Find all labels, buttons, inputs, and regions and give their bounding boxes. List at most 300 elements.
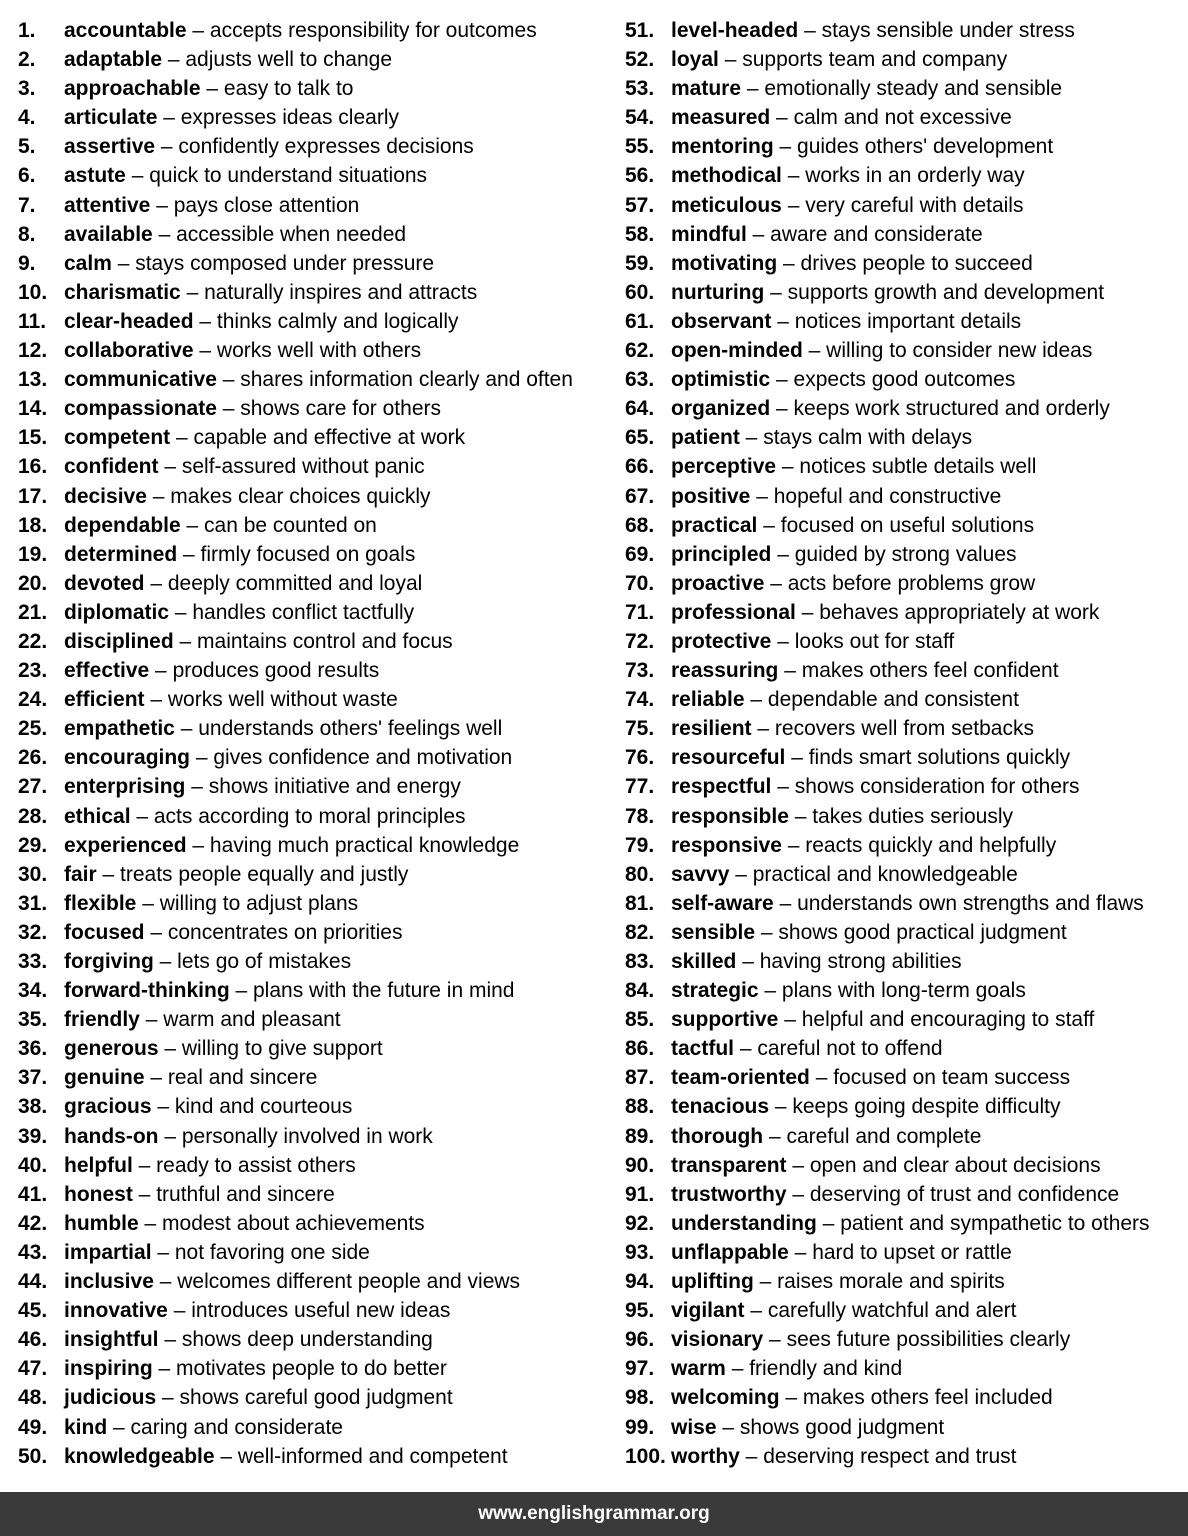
item-entry xyxy=(671,1296,1188,1325)
item-entry xyxy=(671,74,1188,103)
list-item xyxy=(18,103,618,132)
item-word: loyal xyxy=(671,48,719,72)
item-number: 30. xyxy=(18,862,48,886)
item-word: clear-headed xyxy=(64,309,194,333)
item-entry xyxy=(64,1092,618,1121)
list-item xyxy=(625,1209,1188,1238)
item-entry xyxy=(64,16,618,45)
item-entry xyxy=(64,220,618,249)
item-entry xyxy=(671,627,1188,656)
list-item xyxy=(18,482,618,511)
item-entry xyxy=(64,1180,618,1209)
item-definition: – truthful and sincere xyxy=(132,1182,335,1206)
item-number: 100. xyxy=(625,1444,666,1468)
item-entry xyxy=(64,1238,618,1267)
item-entry xyxy=(64,191,618,220)
item-definition: – hopeful and constructive xyxy=(750,484,1002,508)
item-number: 97. xyxy=(625,1357,655,1381)
list-item xyxy=(625,452,1188,481)
item-number: 88. xyxy=(625,1095,655,1119)
item-definition: – confidently expresses decisions xyxy=(155,135,474,159)
list-item xyxy=(18,1209,618,1238)
list-item xyxy=(18,1034,618,1063)
item-word: generous xyxy=(64,1037,159,1061)
item-entry xyxy=(671,336,1188,365)
item-definition: – guides others' development xyxy=(773,135,1054,159)
list-item xyxy=(18,540,618,569)
item-entry xyxy=(64,598,618,627)
list-item xyxy=(18,16,618,45)
item-word: adaptable xyxy=(64,48,163,72)
item-number: 57. xyxy=(625,193,655,217)
item-word: optimistic xyxy=(671,368,771,392)
list-item xyxy=(18,1325,618,1354)
word-list-column-left xyxy=(18,16,618,1471)
item-word: professional xyxy=(671,600,796,624)
item-number: 46. xyxy=(18,1328,48,1352)
item-definition: – adjusts well to change xyxy=(162,48,393,72)
item-word: visionary xyxy=(671,1328,764,1352)
item-word: fair xyxy=(64,862,97,886)
item-definition: – expects good outcomes xyxy=(770,368,1016,392)
item-number: 91. xyxy=(625,1182,655,1206)
item-word: articulate xyxy=(64,106,158,130)
item-word: kind xyxy=(64,1415,108,1439)
list-item xyxy=(18,918,618,947)
item-word: mentoring xyxy=(671,135,774,159)
item-word: wise xyxy=(671,1415,717,1439)
item-entry xyxy=(671,714,1188,743)
list-item xyxy=(18,802,618,831)
item-number: 92. xyxy=(625,1211,655,1235)
list-item xyxy=(625,743,1188,772)
list-item xyxy=(18,191,618,220)
item-number: 89. xyxy=(625,1124,655,1148)
item-word: calm xyxy=(64,251,112,275)
item-definition: – practical and knowledgeable xyxy=(729,862,1018,886)
item-entry xyxy=(671,452,1188,481)
item-definition: – raises morale and spirits xyxy=(753,1270,1005,1294)
item-word: strategic xyxy=(671,979,759,1003)
item-number: 73. xyxy=(625,659,655,683)
item-word: mindful xyxy=(671,222,747,246)
word-list-column-right xyxy=(625,16,1188,1471)
item-word: disciplined xyxy=(64,629,174,653)
item-number: 10. xyxy=(18,280,48,304)
item-word: thorough xyxy=(671,1124,764,1148)
item-definition: – acts according to moral principles xyxy=(130,804,466,828)
item-definition: – shows consideration for others xyxy=(771,775,1080,799)
list-item xyxy=(625,831,1188,860)
item-word: collaborative xyxy=(64,339,194,363)
item-entry xyxy=(64,540,618,569)
list-item xyxy=(625,220,1188,249)
item-number: 53. xyxy=(625,77,655,101)
item-word: motivating xyxy=(671,251,778,275)
list-item xyxy=(625,132,1188,161)
item-definition: – naturally inspires and attracts xyxy=(180,280,478,304)
item-definition: – hard to upset or rattle xyxy=(788,1240,1012,1264)
item-entry xyxy=(671,1354,1188,1383)
item-word: measured xyxy=(671,106,771,130)
item-definition: – understands others' feelings well xyxy=(174,717,503,741)
item-entry xyxy=(671,1442,1188,1471)
item-definition: – deeply committed and loyal xyxy=(144,571,423,595)
item-definition: – stays calm with delays xyxy=(739,426,973,450)
item-definition: – emotionally steady and sensible xyxy=(741,77,1063,101)
item-entry xyxy=(671,1005,1188,1034)
item-entry xyxy=(671,831,1188,860)
item-number: 36. xyxy=(18,1037,48,1061)
item-number: 4. xyxy=(18,106,36,130)
list-item xyxy=(625,685,1188,714)
item-definition: – willing to consider new ideas xyxy=(802,339,1093,363)
item-number: 81. xyxy=(625,891,655,915)
item-definition: – self-assured without panic xyxy=(158,455,425,479)
item-word: reliable xyxy=(671,688,745,712)
list-item xyxy=(18,307,618,336)
item-word: compassionate xyxy=(64,397,217,421)
item-definition: – caring and considerate xyxy=(107,1415,343,1439)
item-number: 54. xyxy=(625,106,655,130)
item-word: approachable xyxy=(64,77,201,101)
item-word: inclusive xyxy=(64,1270,154,1294)
item-definition: – capable and effective at work xyxy=(170,426,466,450)
item-entry xyxy=(671,976,1188,1005)
list-item xyxy=(625,569,1188,598)
item-entry xyxy=(64,1063,618,1092)
item-definition: – willing to adjust plans xyxy=(136,891,359,915)
item-word: enterprising xyxy=(64,775,186,799)
list-item xyxy=(625,918,1188,947)
item-word: self-aware xyxy=(671,891,774,915)
list-item xyxy=(18,743,618,772)
item-word: decisive xyxy=(64,484,147,508)
list-item xyxy=(625,1383,1188,1412)
item-number: 44. xyxy=(18,1270,48,1294)
list-item xyxy=(625,1092,1188,1121)
item-entry xyxy=(671,1209,1188,1238)
item-number: 2. xyxy=(18,48,36,72)
item-definition: – shows care for others xyxy=(216,397,441,421)
item-entry xyxy=(64,394,618,423)
item-number: 32. xyxy=(18,920,48,944)
item-definition: – calm and not excessive xyxy=(770,106,1012,130)
item-word: charismatic xyxy=(64,280,181,304)
item-entry xyxy=(64,1325,618,1354)
item-number: 18. xyxy=(18,513,48,537)
item-entry xyxy=(671,947,1188,976)
list-item xyxy=(18,423,618,452)
item-word: supportive xyxy=(671,1008,779,1032)
item-word: responsive xyxy=(671,833,782,857)
item-number: 95. xyxy=(625,1299,655,1323)
item-entry xyxy=(671,1413,1188,1442)
item-word: available xyxy=(64,222,153,246)
item-entry xyxy=(671,540,1188,569)
item-entry xyxy=(64,889,618,918)
item-definition: – careful not to offend xyxy=(734,1037,943,1061)
item-number: 66. xyxy=(625,455,655,479)
item-entry xyxy=(64,103,618,132)
item-entry xyxy=(671,918,1188,947)
item-definition: – having much practical knowledge xyxy=(186,833,520,857)
item-word: mature xyxy=(671,77,742,101)
item-number: 6. xyxy=(18,164,36,188)
item-word: knowledgeable xyxy=(64,1444,215,1468)
list-item xyxy=(18,1296,618,1325)
list-item xyxy=(625,714,1188,743)
item-word: transparent xyxy=(671,1153,787,1177)
item-entry xyxy=(64,1296,618,1325)
item-entry xyxy=(64,511,618,540)
item-number: 15. xyxy=(18,426,48,450)
item-entry xyxy=(671,249,1188,278)
item-number: 77. xyxy=(625,775,655,799)
item-word: innovative xyxy=(64,1299,168,1323)
item-definition: – deserving of trust and confidence xyxy=(786,1182,1120,1206)
item-definition: – takes duties seriously xyxy=(788,804,1013,828)
list-item xyxy=(18,1122,618,1151)
item-word: encouraging xyxy=(64,746,191,770)
item-definition: – keeps going despite difficulty xyxy=(769,1095,1061,1119)
item-entry xyxy=(64,1383,618,1412)
item-word: honest xyxy=(64,1182,133,1206)
item-definition: – willing to give support xyxy=(158,1037,383,1061)
list-item xyxy=(18,1151,618,1180)
item-number: 85. xyxy=(625,1008,655,1032)
item-definition: – welcomes different people and views xyxy=(153,1270,521,1294)
item-word: humble xyxy=(64,1211,139,1235)
item-number: 45. xyxy=(18,1299,48,1323)
item-entry xyxy=(64,132,618,161)
item-definition: – recovers well from setbacks xyxy=(751,717,1034,741)
item-word: tactful xyxy=(671,1037,734,1061)
item-number: 39. xyxy=(18,1124,48,1148)
item-entry xyxy=(64,772,618,801)
item-entry xyxy=(671,482,1188,511)
item-number: 28. xyxy=(18,804,48,828)
list-item xyxy=(625,511,1188,540)
item-entry xyxy=(64,74,618,103)
item-number: 87. xyxy=(625,1066,655,1090)
item-entry xyxy=(671,1180,1188,1209)
item-number: 99. xyxy=(625,1415,655,1439)
list-item xyxy=(18,45,618,74)
item-word: observant xyxy=(671,309,772,333)
list-item xyxy=(18,1383,618,1412)
item-number: 70. xyxy=(625,571,655,595)
item-number: 84. xyxy=(625,979,655,1003)
list-item xyxy=(18,1180,618,1209)
item-number: 8. xyxy=(18,222,36,246)
list-item xyxy=(625,103,1188,132)
item-definition: – shows initiative and energy xyxy=(185,775,461,799)
item-definition: – open and clear about decisions xyxy=(786,1153,1101,1177)
item-definition: – focused on useful solutions xyxy=(757,513,1035,537)
list-item xyxy=(625,598,1188,627)
item-definition: – makes others feel included xyxy=(779,1386,1053,1410)
item-word: friendly xyxy=(64,1008,140,1032)
item-number: 68. xyxy=(625,513,655,537)
item-entry xyxy=(64,831,618,860)
item-definition: – real and sincere xyxy=(144,1066,318,1090)
item-number: 58. xyxy=(625,222,655,246)
item-number: 64. xyxy=(625,397,655,421)
item-entry xyxy=(64,336,618,365)
item-number: 72. xyxy=(625,629,655,653)
list-item xyxy=(18,656,618,685)
item-definition: – accessible when needed xyxy=(152,222,407,246)
item-definition: – acts before problems grow xyxy=(764,571,1036,595)
item-entry xyxy=(671,307,1188,336)
item-definition: – works well with others xyxy=(193,339,422,363)
list-item xyxy=(18,249,618,278)
item-number: 94. xyxy=(625,1270,655,1294)
list-item xyxy=(18,1442,618,1471)
item-number: 33. xyxy=(18,950,48,973)
item-definition: – shows careful good judgment xyxy=(156,1386,453,1410)
item-entry xyxy=(64,1442,618,1471)
item-word: warm xyxy=(671,1357,726,1381)
list-item xyxy=(18,220,618,249)
item-entry xyxy=(671,103,1188,132)
item-word: experienced xyxy=(64,833,187,857)
item-number: 20. xyxy=(18,571,48,595)
list-item xyxy=(625,627,1188,656)
item-entry xyxy=(64,1267,618,1296)
item-entry xyxy=(671,16,1188,45)
list-item xyxy=(18,1092,618,1121)
list-item xyxy=(625,1034,1188,1063)
item-entry xyxy=(671,132,1188,161)
item-word: vigilant xyxy=(671,1299,745,1323)
item-word: genuine xyxy=(64,1066,145,1090)
item-word: accountable xyxy=(64,19,187,42)
item-word: forward-thinking xyxy=(64,979,230,1003)
item-number: 65. xyxy=(625,426,655,450)
item-word: judicious xyxy=(64,1386,157,1410)
item-number: 47. xyxy=(18,1357,48,1381)
item-number: 69. xyxy=(625,542,655,566)
item-definition: – stays sensible under stress xyxy=(798,19,1075,42)
item-word: methodical xyxy=(671,164,782,188)
item-number: 98. xyxy=(625,1386,655,1410)
list-item xyxy=(18,598,618,627)
item-word: practical xyxy=(671,513,758,537)
list-item xyxy=(625,1180,1188,1209)
item-definition: – sees future possibilities clearly xyxy=(763,1328,1071,1352)
item-word: focused xyxy=(64,920,145,944)
list-item xyxy=(18,452,618,481)
item-number: 16. xyxy=(18,455,48,479)
list-item xyxy=(625,45,1188,74)
item-number: 61. xyxy=(625,309,655,333)
item-entry xyxy=(64,365,618,394)
item-number: 38. xyxy=(18,1095,48,1119)
item-word: tenacious xyxy=(671,1095,770,1119)
item-number: 29. xyxy=(18,833,48,857)
item-number: 76. xyxy=(625,746,655,770)
item-entry xyxy=(671,365,1188,394)
list-item xyxy=(18,161,618,190)
item-definition: – plans with long-term goals xyxy=(758,979,1026,1003)
item-definition: – deserving respect and trust xyxy=(739,1444,1017,1468)
list-item xyxy=(625,365,1188,394)
item-entry xyxy=(671,278,1188,307)
item-number: 19. xyxy=(18,542,48,566)
list-item xyxy=(18,947,618,976)
item-definition: – shows good practical judgment xyxy=(755,920,1067,944)
item-word: forgiving xyxy=(64,950,154,973)
item-definition: – stays composed under pressure xyxy=(111,251,435,275)
item-word: principled xyxy=(671,542,772,566)
list-item xyxy=(625,947,1188,976)
list-item xyxy=(18,831,618,860)
item-definition: – makes others feel confident xyxy=(778,659,1059,683)
item-entry xyxy=(671,1238,1188,1267)
item-number: 62. xyxy=(625,339,655,363)
item-definition: – makes clear choices quickly xyxy=(146,484,431,508)
item-number: 37. xyxy=(18,1066,48,1090)
item-word: empathetic xyxy=(64,717,175,741)
item-number: 83. xyxy=(625,950,655,973)
item-definition: – plans with the future in mind xyxy=(229,979,515,1003)
item-number: 93. xyxy=(625,1240,655,1264)
item-definition: – gives confidence and motivation xyxy=(190,746,513,770)
item-definition: – having strong abilities xyxy=(736,950,962,973)
item-word: nurturing xyxy=(671,280,765,304)
item-number: 23. xyxy=(18,659,48,683)
item-entry xyxy=(64,249,618,278)
item-number: 14. xyxy=(18,397,48,421)
item-definition: – firmly focused on goals xyxy=(177,542,416,566)
list-item xyxy=(625,1354,1188,1383)
item-number: 17. xyxy=(18,484,48,508)
item-entry xyxy=(671,860,1188,889)
item-word: diplomatic xyxy=(64,600,170,624)
list-item xyxy=(18,976,618,1005)
list-item xyxy=(625,976,1188,1005)
word-list xyxy=(0,16,1188,1476)
item-number: 51. xyxy=(625,19,655,42)
item-number: 67. xyxy=(625,484,655,508)
item-definition: – friendly and kind xyxy=(725,1357,903,1381)
list-item xyxy=(625,772,1188,801)
list-item xyxy=(18,365,618,394)
item-word: astute xyxy=(64,164,126,188)
item-definition: – shows good judgment xyxy=(716,1415,945,1439)
item-number: 11. xyxy=(18,309,47,333)
list-item xyxy=(18,1354,618,1383)
item-word: trustworthy xyxy=(671,1182,787,1206)
item-entry xyxy=(64,918,618,947)
item-definition: – works well without waste xyxy=(144,688,398,712)
item-entry xyxy=(671,656,1188,685)
item-entry xyxy=(64,1209,618,1238)
item-number: 12. xyxy=(18,339,48,363)
list-item xyxy=(18,569,618,598)
item-word: welcoming xyxy=(671,1386,780,1410)
item-definition: – treats people equally and justly xyxy=(96,862,409,886)
item-number: 27. xyxy=(18,775,48,799)
item-definition: – introduces useful new ideas xyxy=(167,1299,451,1323)
item-word: determined xyxy=(64,542,178,566)
item-number: 71. xyxy=(625,600,655,624)
item-number: 74. xyxy=(625,688,655,712)
item-number: 60. xyxy=(625,280,655,304)
item-word: reassuring xyxy=(671,659,779,683)
